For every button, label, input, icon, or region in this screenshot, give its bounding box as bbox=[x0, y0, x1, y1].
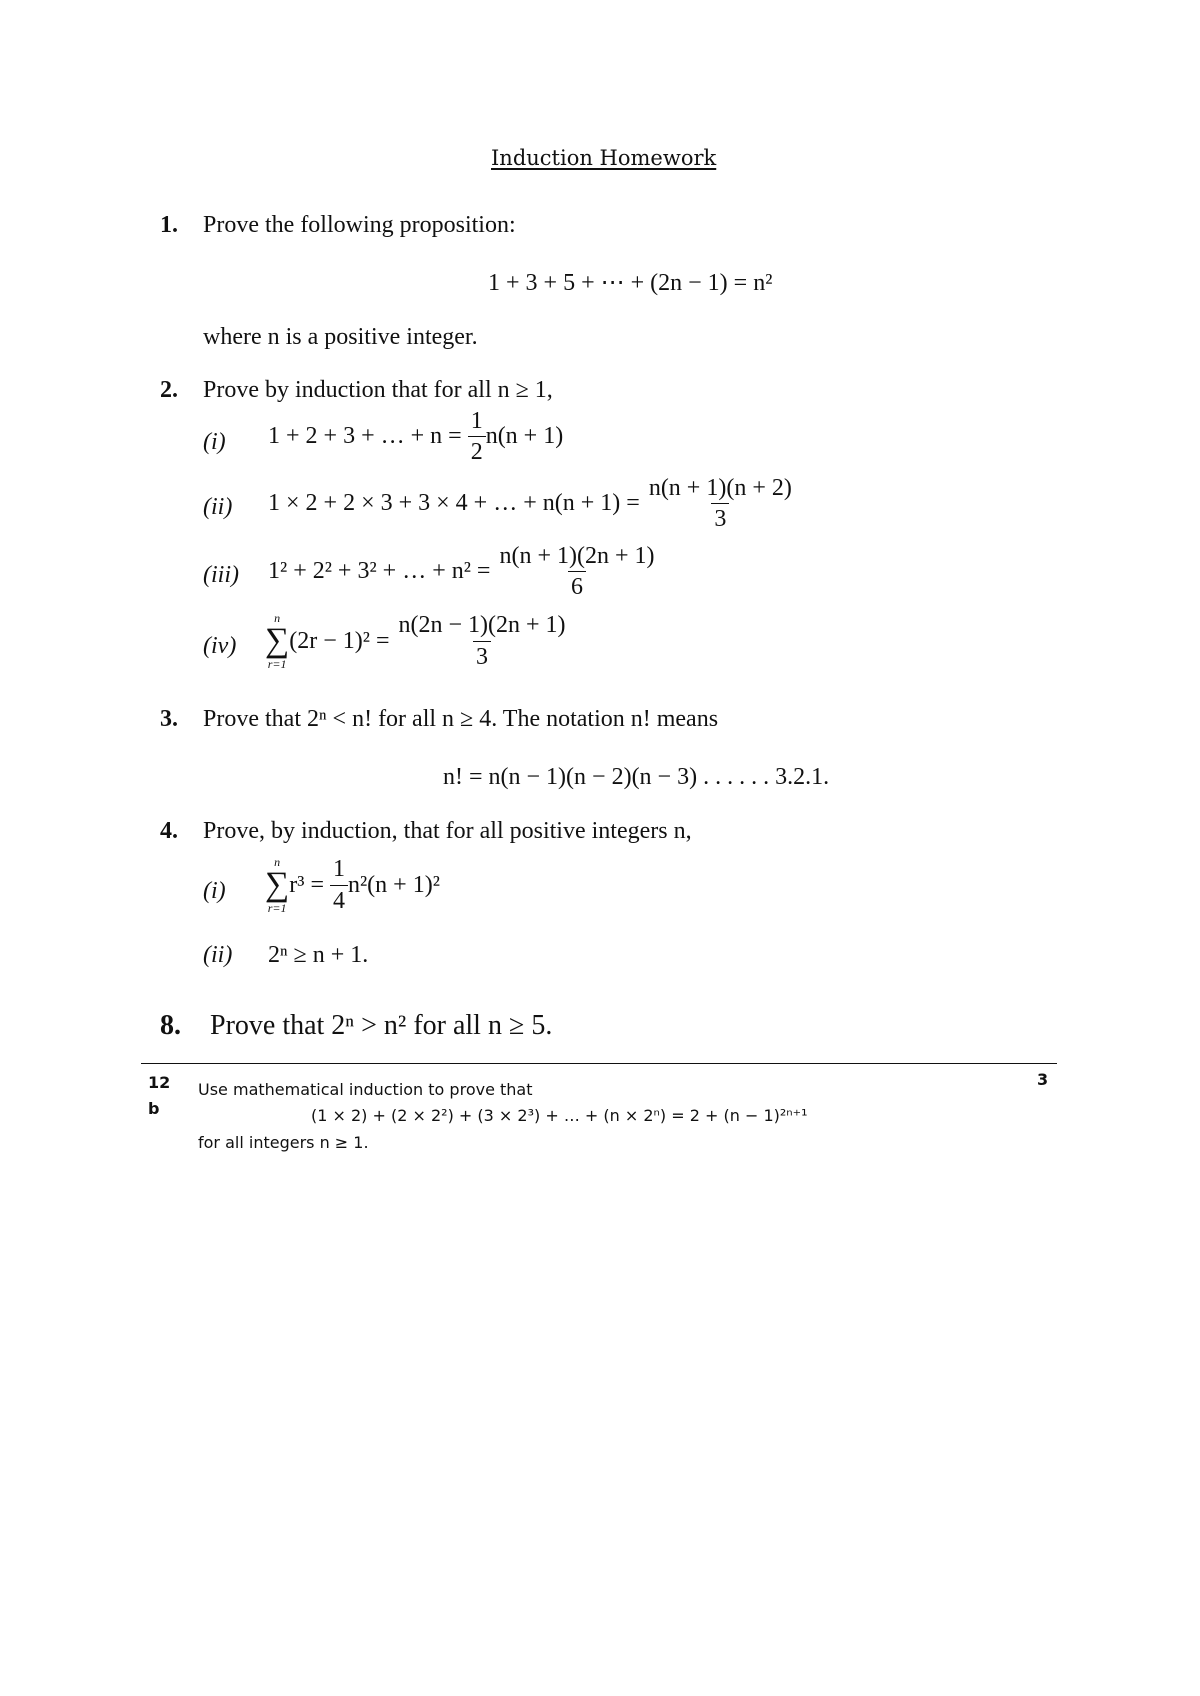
question-2-number: 2. bbox=[160, 377, 178, 403]
q4-part-i-fraction bbox=[330, 856, 348, 914]
q2-part-iii-equation bbox=[268, 543, 658, 601]
q2-part-ii-label: (ii) bbox=[203, 494, 233, 520]
q4-part-i-rhs: n²(n + 1)² bbox=[347, 871, 440, 898]
q2-part-ii-fraction bbox=[646, 475, 795, 533]
question-12b-intro: Use mathematical induction to prove that bbox=[198, 1080, 533, 1099]
question-4-number: 4. bbox=[160, 818, 178, 844]
question-12b-number-line1: 12 bbox=[148, 1073, 171, 1092]
q4-part-i-label: (i) bbox=[203, 878, 226, 904]
question-1-text: Prove the following proposition: bbox=[203, 212, 516, 238]
fraction-numerator: n(n + 1)(n + 2) bbox=[648, 475, 792, 501]
q2-part-iii-label: (iii) bbox=[203, 562, 239, 588]
summation-sign bbox=[265, 612, 289, 670]
q2-part-ii-lhs: 1 × 2 + 2 × 3 + 3 × 4 + … + n(n + 1) = bbox=[268, 490, 640, 517]
q2-part-iii-lhs: 1² + 2² + 3² + … + n² = bbox=[268, 558, 491, 585]
question-12b-marks: 3 bbox=[1037, 1070, 1049, 1089]
fraction-numerator: n(n + 1)(2n + 1) bbox=[499, 543, 655, 569]
question-12b-equation: (1 × 2) + (2 × 2²) + (3 × 2³) + … + (n × 2ⁿ) = 2 + (n − 1)²ⁿ⁺¹ bbox=[311, 1106, 808, 1125]
summation-sign bbox=[265, 856, 289, 914]
question-8-text: Prove that 2ⁿ > n² for all n ≥ 5. bbox=[210, 1010, 553, 1041]
fraction-numerator: n(2n − 1)(2n + 1) bbox=[398, 612, 566, 639]
sum-lower-limit: r=1 bbox=[267, 657, 287, 671]
q2-part-iv-label: (iv) bbox=[203, 633, 237, 659]
question-1-note: where n is a positive integer. bbox=[203, 324, 478, 350]
q4-part-i-lhs: r³ = bbox=[289, 871, 324, 898]
page-title: Induction Homework bbox=[491, 146, 717, 170]
q2-part-iv-lhs: (2r − 1)² = bbox=[289, 627, 390, 654]
fraction-numerator: 1 bbox=[470, 408, 483, 434]
q4-part-ii-equation: 2ⁿ ≥ n + 1. bbox=[268, 942, 369, 968]
fraction-denominator: 4 bbox=[330, 885, 348, 914]
question-12b-number bbox=[148, 1070, 170, 1122]
q2-part-i-label: (i) bbox=[203, 429, 226, 455]
q4-part-i-equation bbox=[265, 856, 440, 914]
section-divider bbox=[141, 1063, 1057, 1064]
fraction-denominator: 3 bbox=[711, 503, 729, 532]
q2-part-iii-fraction bbox=[496, 543, 657, 601]
question-1-number: 1. bbox=[160, 212, 178, 238]
fraction-denominator: 3 bbox=[473, 641, 491, 670]
q2-part-iv-equation bbox=[265, 612, 569, 670]
question-3-equation: n! = n(n − 1)(n − 2)(n − 3) . . . . . . 3.2.1. bbox=[443, 764, 830, 790]
question-8-number: 8. bbox=[160, 1010, 181, 1041]
question-3-number: 3. bbox=[160, 706, 178, 732]
question-3-text: Prove that 2ⁿ < n! for all n ≥ 4. The notation n! means bbox=[203, 706, 719, 732]
q2-part-i-fraction bbox=[468, 408, 486, 466]
q2-part-i-equation bbox=[268, 408, 563, 466]
q2-part-iv-fraction bbox=[396, 612, 569, 670]
sum-upper-limit: n bbox=[274, 855, 281, 869]
q2-part-i-rhs: n(n + 1) bbox=[485, 423, 564, 450]
sigma-icon: ∑ bbox=[265, 622, 290, 659]
question-1-equation: 1 + 3 + 5 + ⋯ + (2n − 1) = n² bbox=[488, 270, 773, 296]
question-2-text: Prove by induction that for all n ≥ 1, bbox=[203, 377, 553, 403]
fraction-numerator: 1 bbox=[332, 856, 345, 883]
question-12b-number-line2: b bbox=[148, 1099, 160, 1118]
q2-part-ii-equation bbox=[268, 475, 795, 533]
q2-part-i-lhs: 1 + 2 + 3 + … + n = bbox=[268, 423, 462, 450]
sigma-icon: ∑ bbox=[265, 866, 290, 903]
question-4-text: Prove, by induction, that for all positive integers n, bbox=[203, 818, 692, 844]
question-12b-outro: for all integers n ≥ 1. bbox=[198, 1133, 369, 1152]
sum-lower-limit: r=1 bbox=[267, 901, 287, 915]
fraction-denominator: 2 bbox=[468, 436, 486, 465]
fraction-denominator: 6 bbox=[568, 571, 586, 600]
q4-part-ii-label: (ii) bbox=[203, 942, 233, 968]
sum-upper-limit: n bbox=[274, 611, 281, 625]
